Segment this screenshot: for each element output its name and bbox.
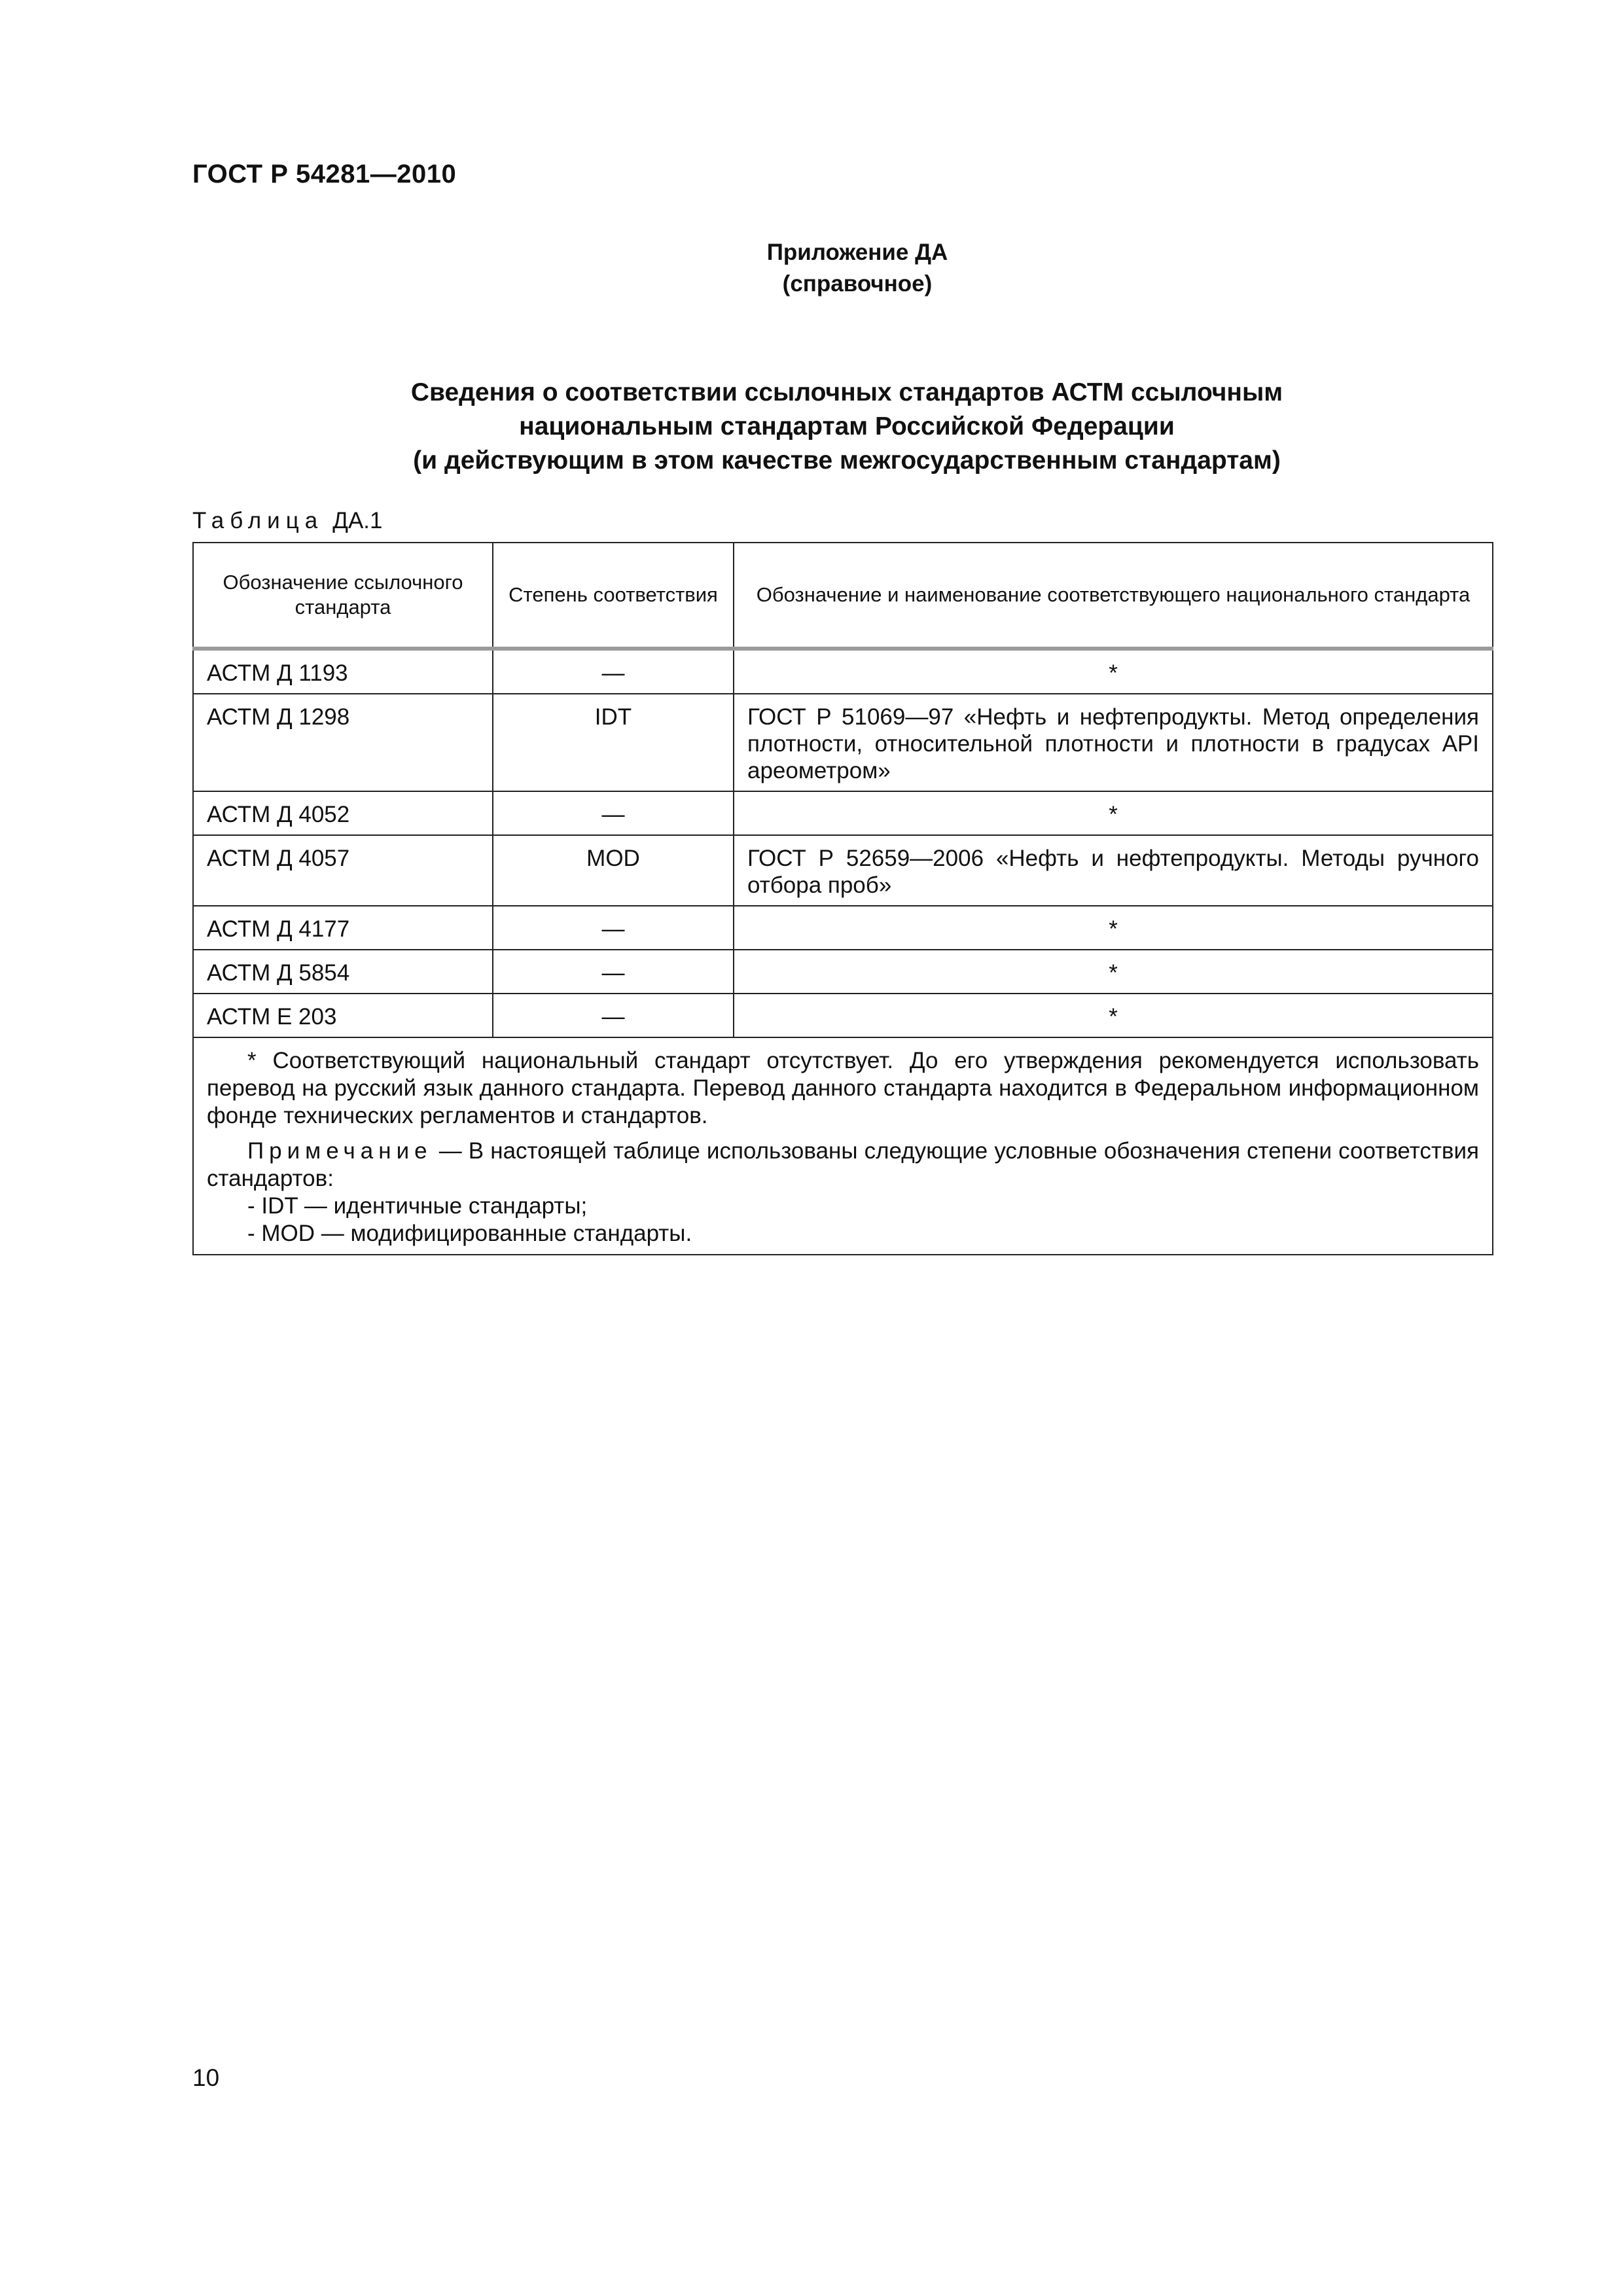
ref-standard-cell: АСТМ Д 1298	[193, 694, 493, 791]
note-text: — В настоящей таблице использованы следующие условные обозначения степени соответствия стандартов:	[207, 1138, 1479, 1191]
title-line-1: Сведения о соответствии ссылочных стандартов АСТМ ссылочным	[410, 378, 1283, 406]
table-row	[193, 835, 1493, 906]
table-row	[193, 906, 1493, 950]
table-header-row	[193, 543, 1493, 649]
degree-cell: MOD	[493, 835, 734, 906]
table-row	[193, 694, 1493, 791]
national-standard-cell: *	[734, 649, 1493, 694]
degree-cell: —	[493, 791, 734, 835]
appendix-label: Приложение ДА	[766, 240, 948, 265]
ref-standard-cell: АСТМ Д 1193	[193, 649, 493, 694]
degree-cell: IDT	[493, 694, 734, 791]
appendix-heading	[681, 237, 1034, 300]
table-row	[193, 950, 1493, 994]
header-degree: Степень соответствия	[493, 543, 734, 649]
degree-cell: —	[493, 994, 734, 1037]
national-standard-cell: ГОСТ Р 52659—2006 «Нефть и нефтепродукты. Методы ручного отбора проб»	[734, 835, 1493, 906]
table-footer-row	[193, 1037, 1493, 1255]
table-footnotes	[193, 1037, 1493, 1255]
footnote-text: * Соответствующий национальный стандарт отсутствует. До его утверждения рекомендуется использовать перевод на русский язык данного стандарта. Перевод данного стандарта находится в Федеральном информационном фонде технических регламентов и стандартов.	[207, 1048, 1479, 1128]
table-row	[193, 649, 1493, 694]
ref-standard-cell: АСТМ Д 4177	[193, 906, 493, 950]
header-national-standard: Обозначение и наименование соответствующего национального стандарта	[734, 543, 1493, 649]
table-caption-word: Таблица	[192, 508, 324, 533]
national-standard-cell: *	[734, 906, 1493, 950]
national-standard-cell: ГОСТ Р 51069—97 «Нефть и нефтепродукты. Метод определения плотности, относительной плотности и плотности в градусах API ареометром»	[734, 694, 1493, 791]
title-line-3: (и действующим в этом качестве межгосударственным стандартам)	[413, 446, 1281, 475]
table-row	[193, 791, 1493, 835]
title-line-2: национальным стандартам Российской Федерации	[519, 412, 1175, 440]
correspondence-table	[192, 542, 1493, 1255]
degree-cell: —	[493, 950, 734, 994]
ref-standard-cell: АСТМ Д 5854	[193, 950, 493, 994]
ref-standard-cell: АСТМ Е 203	[193, 994, 493, 1037]
table-caption-id: ДА.1	[332, 508, 383, 533]
degree-cell: —	[493, 906, 734, 950]
national-standard-cell: *	[734, 994, 1493, 1037]
appendix-kind: (справочное)	[782, 271, 933, 296]
degree-cell: —	[493, 649, 734, 694]
note-item-mod: - MOD — модифицированные стандарты.	[247, 1221, 692, 1246]
page-number: 10	[192, 2064, 220, 2091]
table-row	[193, 994, 1493, 1037]
table-caption	[192, 508, 382, 534]
ref-standard-cell: АСТМ Д 4052	[193, 791, 493, 835]
note-item-idt: - IDT — идентичные стандарты;	[247, 1193, 588, 1219]
header-ref-standard: Обозначение ссылочного стандарта	[193, 543, 493, 649]
appendix-title	[192, 376, 1501, 478]
document-code: ГОСТ Р 54281—2010	[192, 160, 457, 188]
note-label: Примечание	[247, 1138, 433, 1164]
national-standard-cell: *	[734, 950, 1493, 994]
note-paragraph	[207, 1138, 1479, 1193]
ref-standard-cell: АСТМ Д 4057	[193, 835, 493, 906]
national-standard-cell: *	[734, 791, 1493, 835]
